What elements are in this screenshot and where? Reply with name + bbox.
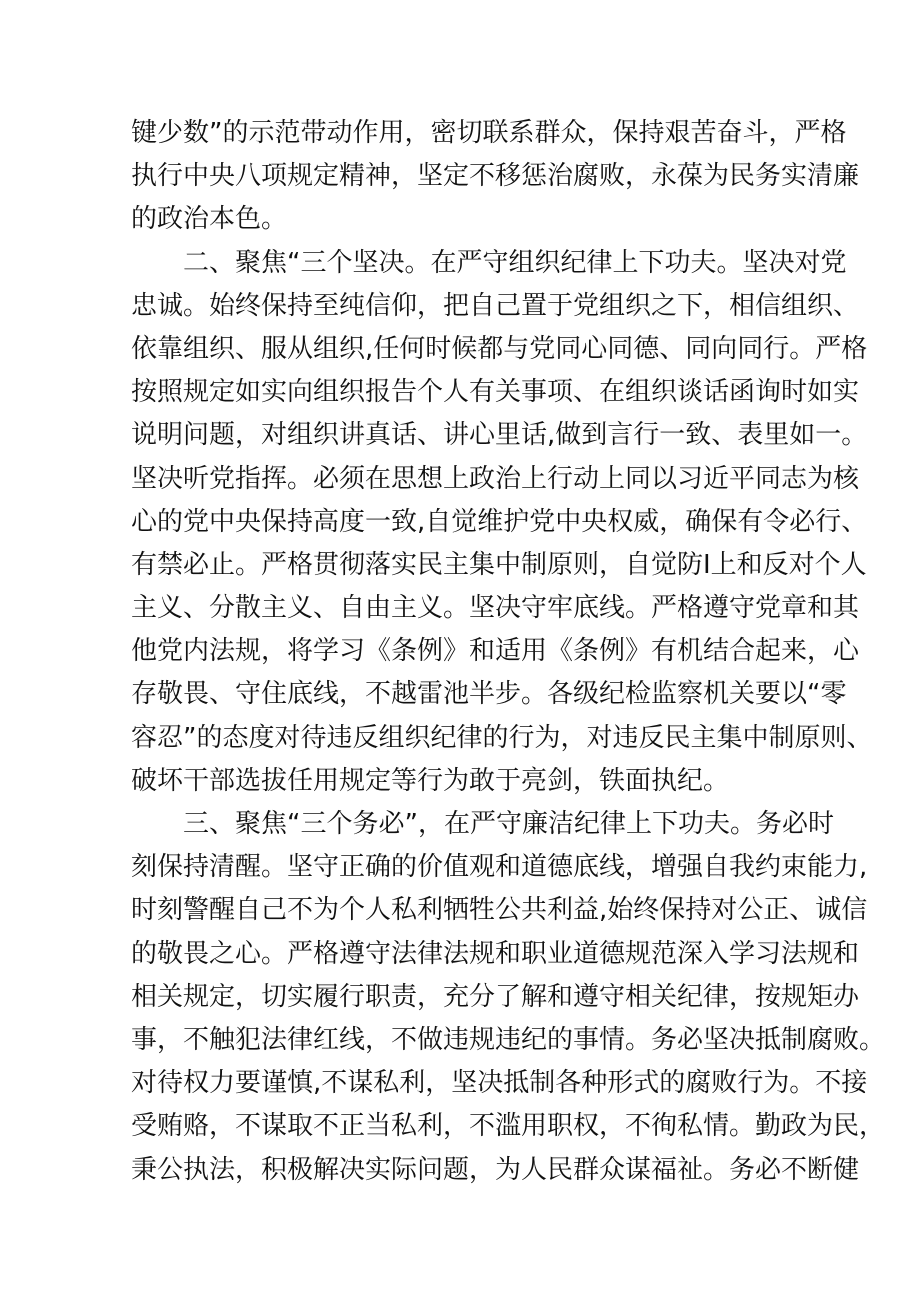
text-line: 坚决听党指挥。必须在思想上政治上行动上同以习近平同志为核 [131,463,860,494]
text-line: 时刻警醒自己不为个人私利牺牲公共利益,始终保持对公正、诚信 [131,895,868,926]
text-line: 对待权力要谨慎,不谋私利，坚决抵制各种形式的腐败行为。不接 [131,1068,868,1099]
text-line: 容忍”的态度对待违反组织纪律的行为，对违反民主集中制原则、 [131,722,873,753]
text-line: 刻保持清醒。坚守正确的价值观和道德底线，增强自我约束能力, [131,852,868,883]
text-line: 按照规定如实向组织报告个人有关事项、在组织谈话函询时如实 [131,377,860,408]
text-line: 的政治本色。 [131,204,288,235]
text-line: 依靠组织、服从组织,任何时候都与党同心同德、同向同行。严格 [131,333,868,364]
text-line: 存敬畏、守住底线，不越雷池半步。各级纪检监察机关要以“零 [131,679,847,710]
text-line: 忠诚。始终保持至纯信仰，把自己置于党组织之下，相信组织、 [131,290,860,321]
section-two-heading-line: 二、聚焦“三个坚决。在严守组织纪律上下功夫。坚决对党 [183,247,847,278]
text-line: 秉公执法，积极解决实际问题，为人民群众谋福祉。务必不断健 [131,1154,860,1185]
text-line: 相关规定，切实履行职责，充分了解和遵守相关纪律，按规矩办 [131,981,860,1012]
text-line: 事，不触犯法律红线，不做违规违纪的事情。务必坚决抵制腐败。 [131,1024,886,1055]
section-three-heading-line: 三、聚焦“三个务必”，在严守廉洁纪律上下功夫。务必时 [183,809,834,839]
text-line: 他党内法规，将学习《条例》和适用《条例》有机结合起来，心 [131,636,860,667]
text-line: 说明问题，对组织讲真话、讲心里话,做到言行一致、表里如一。 [131,420,868,451]
text-line: 主义、分散主义、自由主义。坚决守牢底线。严格遵守党章和其 [131,593,860,624]
text-line: 键少数”的示范带动作用，密切联系群众，保持艰苦奋斗，严格 [131,118,847,148]
text-line: 的敬畏之心。严格遵守法律法规和职业道德规范深入学习法规和 [131,938,860,969]
text-line: 有禁必止。严格贯彻落实民主集中制原则，自觉防I上和反对个人 [131,549,867,580]
text-line: 执行中央八项规定精神，坚定不移惩治腐败，永葆为民务实清廉 [131,161,860,192]
text-line: 心的党中央保持高度一致,自觉维护党中央权威，确保有令必行、 [131,506,868,537]
document-body [131,112,886,1192]
text-line: 受贿赂，不谋取不正当私利，不滥用职权，不徇私情。勤政为民， [131,1111,886,1142]
text-line: 破坏干部选拔任用规定等行为敢于亮剑，铁面执纪。 [131,765,730,796]
